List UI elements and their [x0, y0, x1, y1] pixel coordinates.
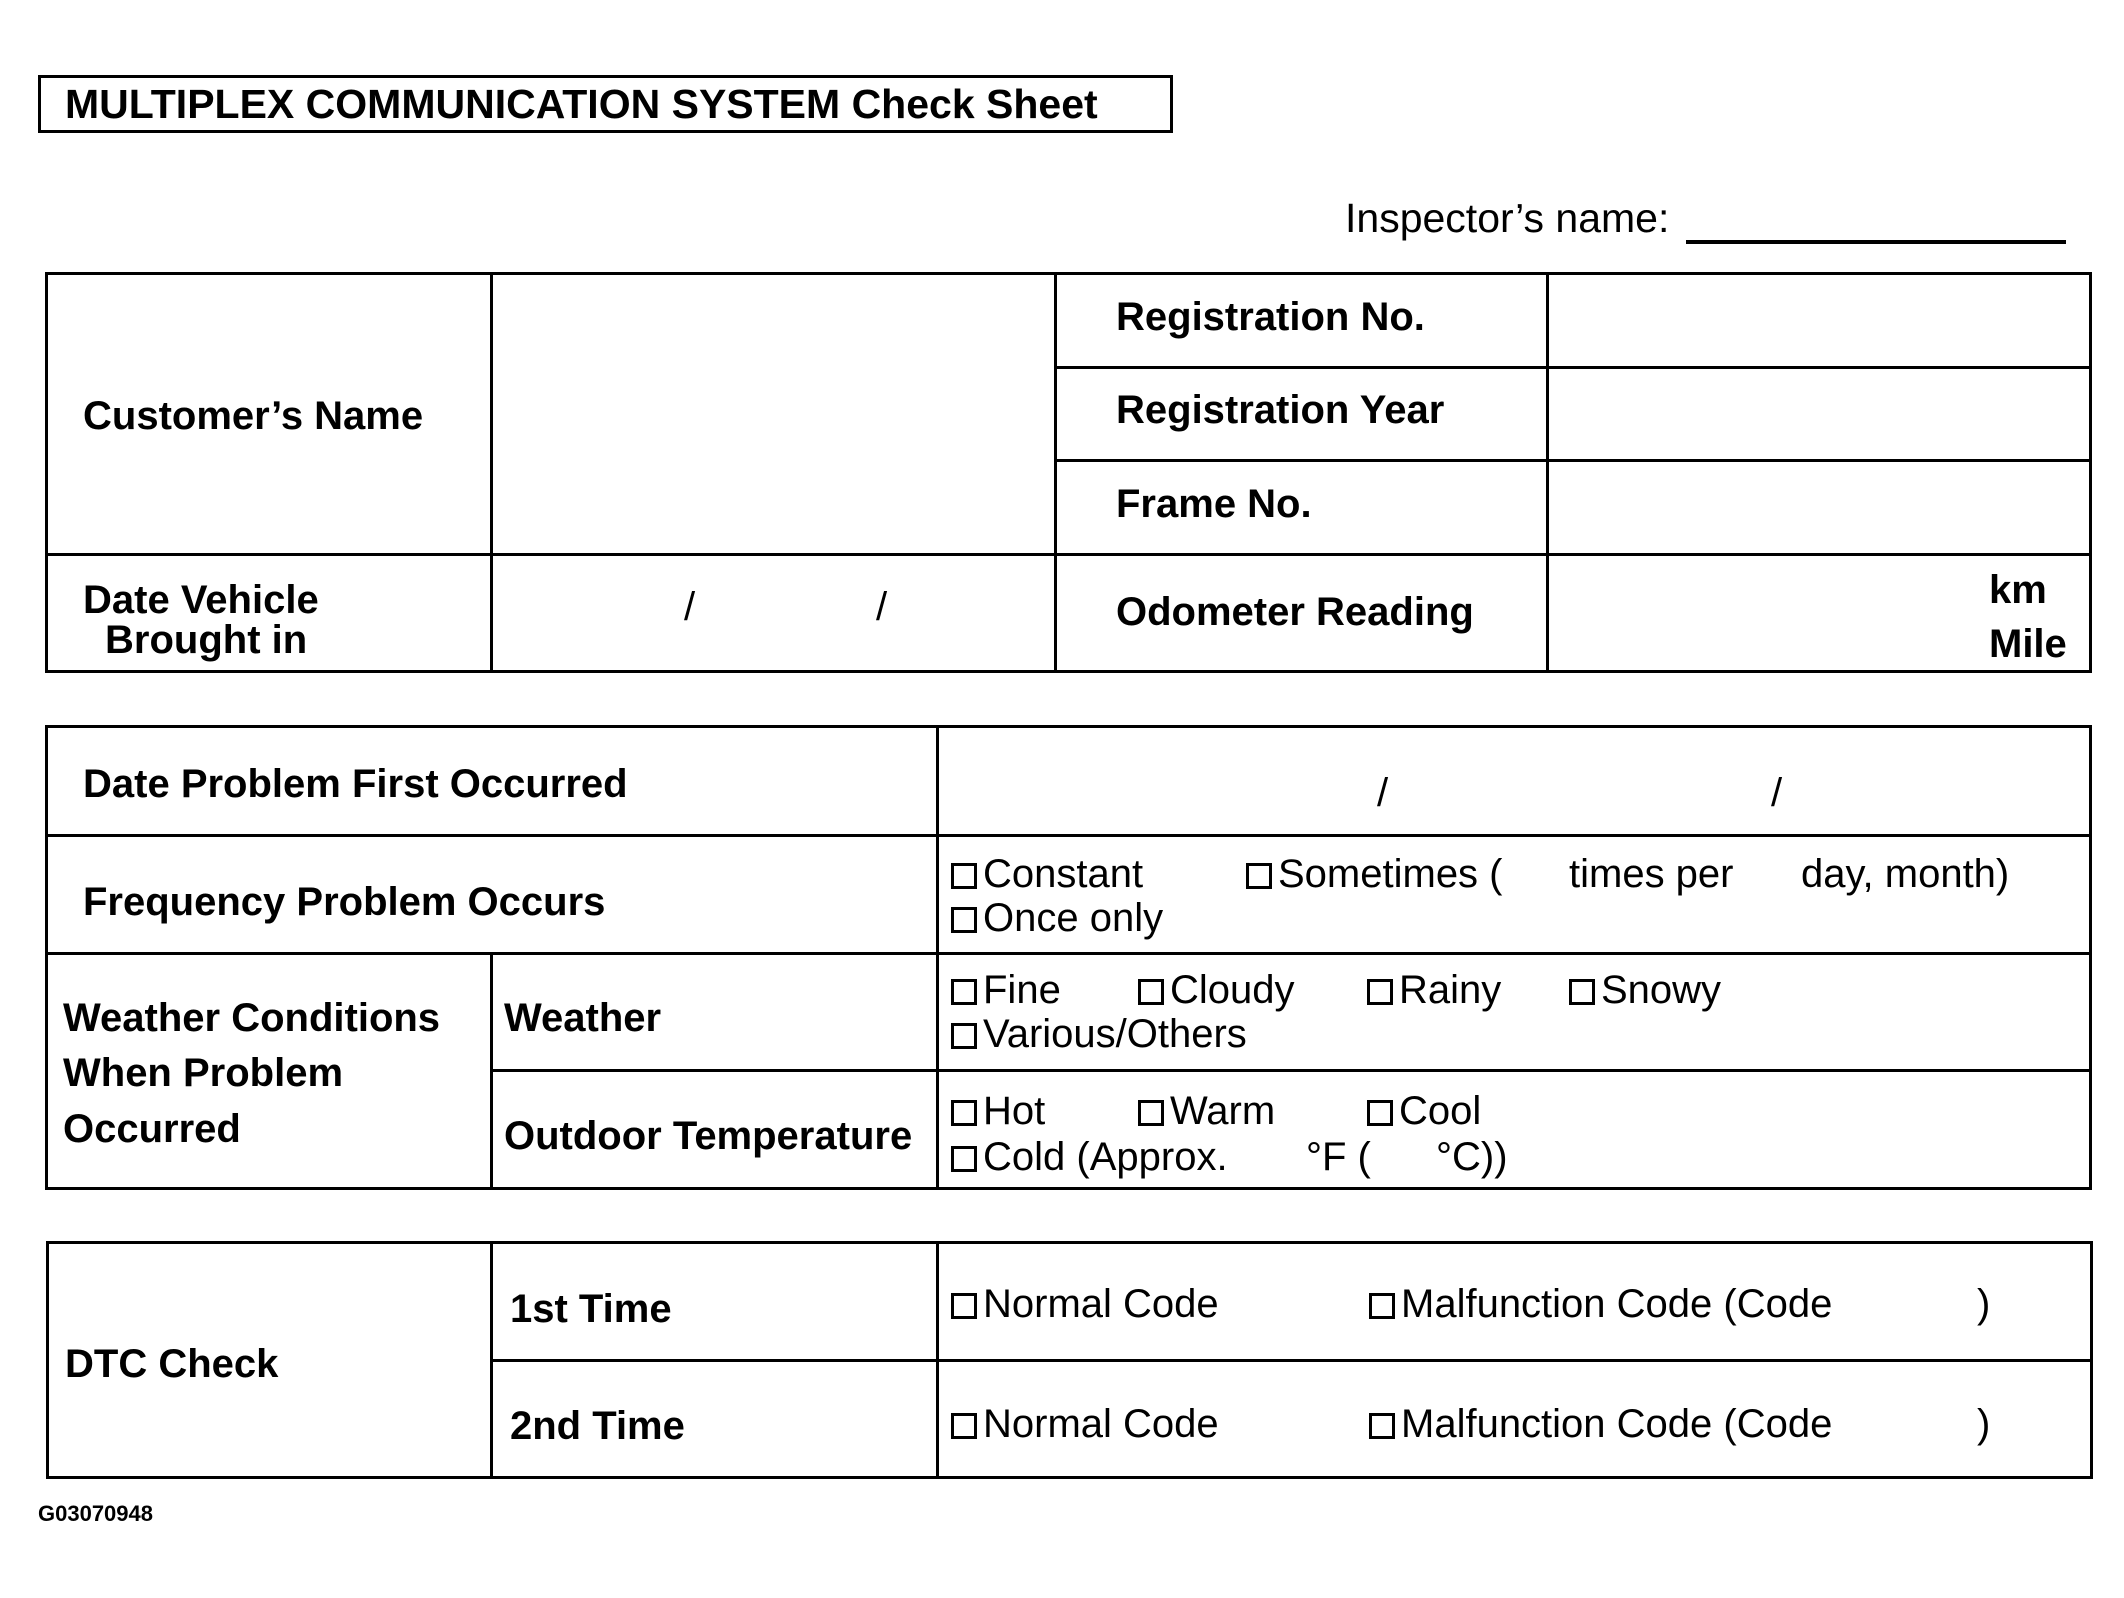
checkbox[interactable]	[1138, 1100, 1164, 1126]
checkbox[interactable]	[951, 1146, 977, 1172]
table-rule	[490, 272, 493, 673]
odometer-unit-mile: Mile	[1989, 622, 2067, 666]
temp-cold-label: Cold (Approx.	[983, 1135, 1228, 1179]
date-separator: /	[684, 585, 696, 629]
table-rule	[490, 1241, 493, 1479]
table-border	[45, 725, 48, 1190]
frame-no-label: Frame No.	[1116, 482, 1312, 526]
table-border	[2090, 1241, 2093, 1479]
table-rule	[936, 725, 939, 1190]
freq-constant-label: Constant	[983, 852, 1144, 896]
weather-snowy-option[interactable]	[1569, 970, 1721, 1010]
table-border	[2089, 725, 2092, 1190]
odometer-label: Odometer Reading	[1116, 590, 1474, 634]
freq-constant-option[interactable]	[951, 854, 1143, 894]
date-first-occurred-label: Date Problem First Occurred	[83, 762, 628, 806]
table-rule	[45, 952, 2092, 955]
table-rule	[45, 834, 2092, 837]
date-separator: /	[1771, 771, 1783, 815]
weather-various-label: Various/Others	[983, 1012, 1247, 1056]
checkbox[interactable]	[951, 1293, 977, 1319]
table-border	[46, 1476, 2093, 1479]
temp-cold-option[interactable]	[951, 1137, 1228, 1177]
sheet-title: MULTIPLEX COMMUNICATION SYSTEM Check Sheet	[38, 75, 1173, 133]
checkbox[interactable]	[951, 1413, 977, 1439]
outdoor-temperature-label: Outdoor Temperature	[504, 1114, 913, 1158]
registration-no-label: Registration No.	[1116, 295, 1425, 339]
freq-day-month-label: day, month)	[1801, 852, 2010, 896]
dtc-first-malfunction-option[interactable]	[1369, 1284, 1832, 1324]
freq-once-option[interactable]	[951, 898, 1163, 938]
temp-celsius-label: °C))	[1436, 1135, 1508, 1179]
figure-id: G03070948	[38, 1501, 153, 1526]
frequency-label: Frequency Problem Occurs	[83, 880, 606, 924]
freq-sometimes-option[interactable]	[1246, 854, 1503, 894]
table-border	[2089, 272, 2092, 673]
inspector-name-field[interactable]	[1686, 240, 2066, 244]
odometer-unit-km: km	[1989, 568, 2047, 612]
malfunction-code-label: Malfunction Code (Code	[1401, 1402, 1833, 1446]
weather-cloudy-label: Cloudy	[1170, 968, 1295, 1012]
table-border	[45, 725, 2092, 728]
checkbox[interactable]	[1369, 1293, 1395, 1319]
freq-sometimes-label: Sometimes (	[1278, 852, 1503, 896]
table-border	[45, 670, 2092, 673]
dtc-second-malfunction-option[interactable]	[1369, 1404, 1832, 1444]
table-rule	[1056, 366, 2092, 369]
checkbox[interactable]	[951, 907, 977, 933]
checkbox[interactable]	[951, 863, 977, 889]
dtc-first-normal-option[interactable]	[951, 1284, 1219, 1324]
table-border	[45, 272, 48, 673]
date-separator: /	[876, 585, 888, 629]
table-rule	[490, 952, 493, 1190]
checkbox[interactable]	[1369, 1413, 1395, 1439]
temp-cool-label: Cool	[1399, 1089, 1482, 1133]
dtc-second-normal-option[interactable]	[951, 1404, 1219, 1444]
registration-year-field[interactable]	[1551, 370, 2085, 456]
inspector-name-label: Inspector’s name:	[1345, 195, 1670, 241]
date-brought-label-line1: Date Vehicle	[83, 578, 319, 622]
checkbox[interactable]	[1138, 979, 1164, 1005]
weather-snowy-label: Snowy	[1601, 968, 1722, 1012]
weather-cloudy-option[interactable]	[1138, 970, 1295, 1010]
table-rule	[1546, 272, 1549, 673]
weather-conditions-label-line2: When Problem	[63, 1051, 344, 1095]
table-rule	[490, 1069, 2092, 1072]
dtc-first-time-label: 1st Time	[510, 1287, 672, 1331]
customer-name-label: Customer’s Name	[83, 394, 424, 438]
temp-warm-option[interactable]	[1138, 1091, 1275, 1131]
weather-fine-option[interactable]	[951, 970, 1061, 1010]
registration-year-label: Registration Year	[1116, 388, 1445, 432]
table-rule	[1056, 459, 2092, 462]
weather-rainy-option[interactable]	[1367, 970, 1501, 1010]
weather-rainy-label: Rainy	[1399, 968, 1502, 1012]
temp-warm-label: Warm	[1170, 1089, 1276, 1133]
close-paren: )	[1977, 1402, 1991, 1446]
close-paren: )	[1977, 1282, 1991, 1326]
table-rule	[45, 553, 2092, 556]
temp-hot-option[interactable]	[951, 1091, 1045, 1131]
normal-code-label: Normal Code	[983, 1402, 1219, 1446]
registration-no-field[interactable]	[1551, 277, 2085, 363]
table-border	[46, 1241, 2093, 1244]
table-border	[46, 1241, 49, 1479]
checkbox[interactable]	[1367, 979, 1393, 1005]
date-brought-label-line2: Brought in	[105, 618, 308, 662]
temp-cool-option[interactable]	[1367, 1091, 1481, 1131]
freq-times-per-label: times per	[1569, 852, 1734, 896]
customer-name-field[interactable]	[495, 277, 1050, 549]
date-separator: /	[1377, 771, 1389, 815]
table-rule	[1054, 272, 1057, 673]
weather-various-option[interactable]	[951, 1014, 1247, 1054]
checkbox[interactable]	[951, 1023, 977, 1049]
dtc-second-time-label: 2nd Time	[510, 1404, 685, 1448]
malfunction-code-label: Malfunction Code (Code	[1401, 1282, 1833, 1326]
odometer-field[interactable]	[1551, 558, 1971, 666]
weather-label: Weather	[504, 996, 662, 1040]
frame-no-field[interactable]	[1551, 463, 2085, 550]
table-border	[45, 272, 2092, 275]
temp-hot-label: Hot	[983, 1089, 1046, 1133]
weather-fine-label: Fine	[983, 968, 1061, 1012]
checkbox[interactable]	[951, 979, 977, 1005]
table-border	[45, 1187, 2092, 1190]
checkbox[interactable]	[1367, 1100, 1393, 1126]
checkbox[interactable]	[951, 1100, 977, 1126]
table-rule	[936, 1241, 939, 1479]
checkbox[interactable]	[1246, 863, 1272, 889]
freq-once-label: Once only	[983, 896, 1164, 940]
weather-conditions-label-line3: Occurred	[63, 1107, 241, 1151]
checkbox[interactable]	[1569, 979, 1595, 1005]
table-rule	[492, 1359, 2093, 1362]
weather-conditions-label-line1: Weather Conditions	[63, 996, 441, 1040]
temp-fahrenheit-label: °F (	[1306, 1135, 1371, 1179]
dtc-check-label: DTC Check	[65, 1342, 279, 1386]
normal-code-label: Normal Code	[983, 1282, 1219, 1326]
